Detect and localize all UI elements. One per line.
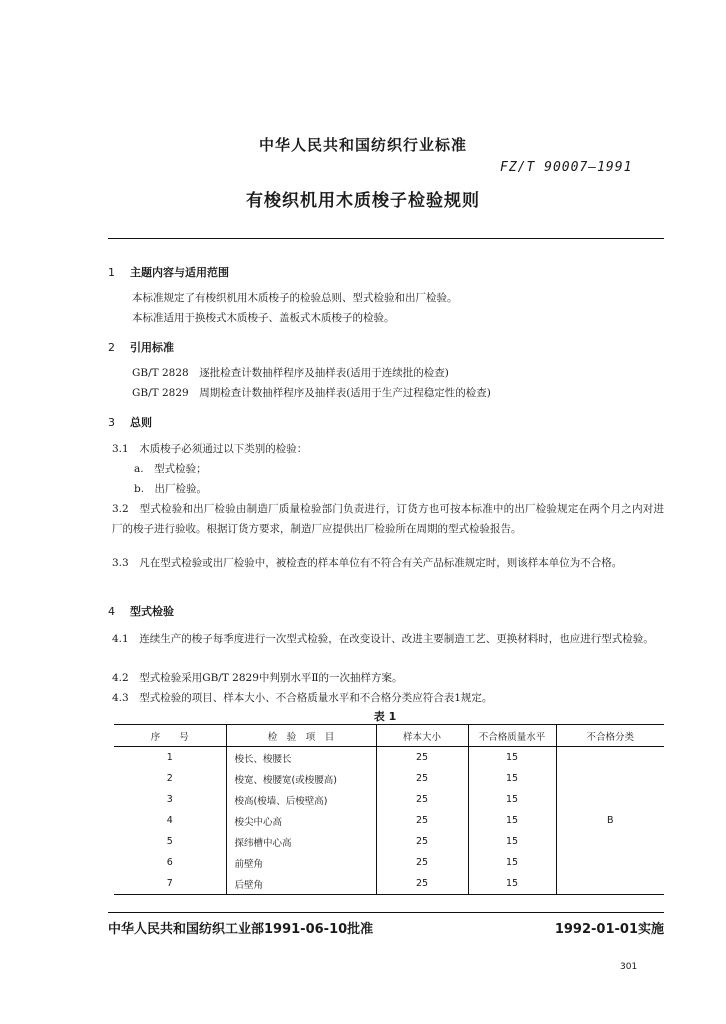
- cell-rql: 15: [468, 789, 556, 810]
- cell-rql: 15: [468, 768, 556, 789]
- clause-3-1: 3.1 木质梭子必须通过以下类别的检验：: [112, 443, 308, 455]
- header-no: 序 号: [150, 731, 189, 743]
- cell-item: 后壁角: [226, 873, 376, 895]
- cell-size: 25: [376, 831, 468, 852]
- section-3-heading: [108, 414, 152, 430]
- clause-3-2: 3.2 型式检验和出厂检验由制造厂质量检验部门负责进行，订货方也可按本标准中的出厂检验规定在两个月之内对进厂的梭子进行验收。根据订货方要求，制造厂应提供出厂检验所在周期的型式检验报告。: [112, 503, 664, 535]
- cell-no: 3: [166, 794, 173, 805]
- header-sample-size: 样本大小: [376, 725, 468, 747]
- table-header-row: [114, 725, 664, 747]
- cell-item: 梭长、梭腰长: [226, 747, 376, 769]
- cell-rql: 15: [468, 747, 556, 769]
- paragraph: 本标准规定了有梭织机用木质梭子的检验总则、型式检验和出厂检验。: [132, 292, 458, 304]
- section-2-heading: [108, 339, 174, 355]
- cell-category: B: [556, 747, 664, 895]
- cell-rql: 15: [468, 831, 556, 852]
- table-row: [114, 747, 664, 769]
- section-number: 2: [108, 341, 115, 354]
- paragraph: 本标准适用于换梭式木质梭子、盖板式木质梭子的检验。: [132, 312, 395, 324]
- effective-date: 1992-01-01实施: [554, 922, 664, 937]
- section-number: 1: [108, 266, 115, 279]
- header-quality-level: 不合格质量水平: [468, 725, 556, 747]
- section-title: 型式检验: [130, 605, 174, 618]
- approval-date: 中华人民共和国纺织工业部1991-06-10批准: [108, 922, 374, 937]
- cell-no: 6: [166, 857, 173, 868]
- cell-size: 25: [376, 747, 468, 769]
- cell-no: 5: [166, 836, 173, 847]
- section-1-heading: [108, 264, 229, 280]
- table-caption: 表 1: [373, 710, 397, 723]
- cell-rql: 15: [468, 852, 556, 873]
- header-category: 不合格分类: [556, 725, 664, 747]
- section-number: 4: [108, 605, 115, 618]
- header-item: 检 验 项 目: [226, 725, 376, 747]
- section-4-heading: [108, 603, 174, 619]
- cell-size: 25: [376, 810, 468, 831]
- clause-4-2: 4.2 型式检验采用GB/T 2829中判别水平Ⅱ的一次抽样方案。: [112, 672, 403, 684]
- cell-item: 梭高(梭墙、后梭壁高): [226, 789, 376, 810]
- section-title: 总则: [130, 416, 152, 429]
- cell-no: 2: [166, 773, 173, 784]
- cell-no: 1: [166, 752, 173, 763]
- clause-4-1: 4.1 连续生产的梭子每季度进行一次型式检验，在改变设计、改进主要制造工艺、更换材料时，也应进行型式检验。: [112, 633, 654, 645]
- header-rule: [108, 238, 664, 239]
- cell-size: 25: [376, 873, 468, 895]
- list-item: a. 型式检验；: [134, 463, 207, 475]
- standard-number: FZ/T 90007—1991: [500, 160, 633, 175]
- cell-rql: 15: [468, 873, 556, 895]
- cell-size: 25: [376, 789, 468, 810]
- list-item: b. 出厂检验。: [134, 483, 208, 495]
- cell-item: 梭尖中心高: [226, 810, 376, 831]
- standard-organization: 中华人民共和国纺织行业标准: [258, 136, 467, 154]
- section-number: 3: [108, 416, 115, 429]
- cell-no: 7: [166, 878, 173, 889]
- cell-item: 前壁角: [226, 852, 376, 873]
- clause-4-3: 4.3 型式检验的项目、样本大小、不合格质量水平和不合格分类应符合表1规定。: [112, 692, 493, 704]
- cell-size: 25: [376, 852, 468, 873]
- cell-rql: 15: [468, 810, 556, 831]
- footer-rule: [108, 912, 664, 913]
- page-number: 301: [620, 962, 638, 972]
- reference-item: GB/T 2829 周期检查计数抽样程序及抽样表(适用于生产过程稳定性的检查): [132, 387, 491, 399]
- section-title: 主题内容与适用范围: [130, 266, 229, 279]
- cell-item: 梭宽、梭腰宽(或梭腰高): [226, 768, 376, 789]
- section-title: 引用标准: [130, 341, 174, 354]
- cell-size: 25: [376, 768, 468, 789]
- clause-3-3: 3.3 凡在型式检验或出厂检验中，被检查的样本单位有不符合有关产品标准规定时，则该样本单位为不合格。: [112, 557, 623, 569]
- document-title: 有梭织机用木质梭子检验规则: [246, 191, 480, 211]
- reference-item: GB/T 2828 逐批检查计数抽样程序及抽样表(适用于连续批的检查): [132, 367, 449, 379]
- inspection-table: [114, 724, 664, 895]
- cell-item: 探纬槽中心高: [226, 831, 376, 852]
- cell-no: 4: [166, 815, 173, 826]
